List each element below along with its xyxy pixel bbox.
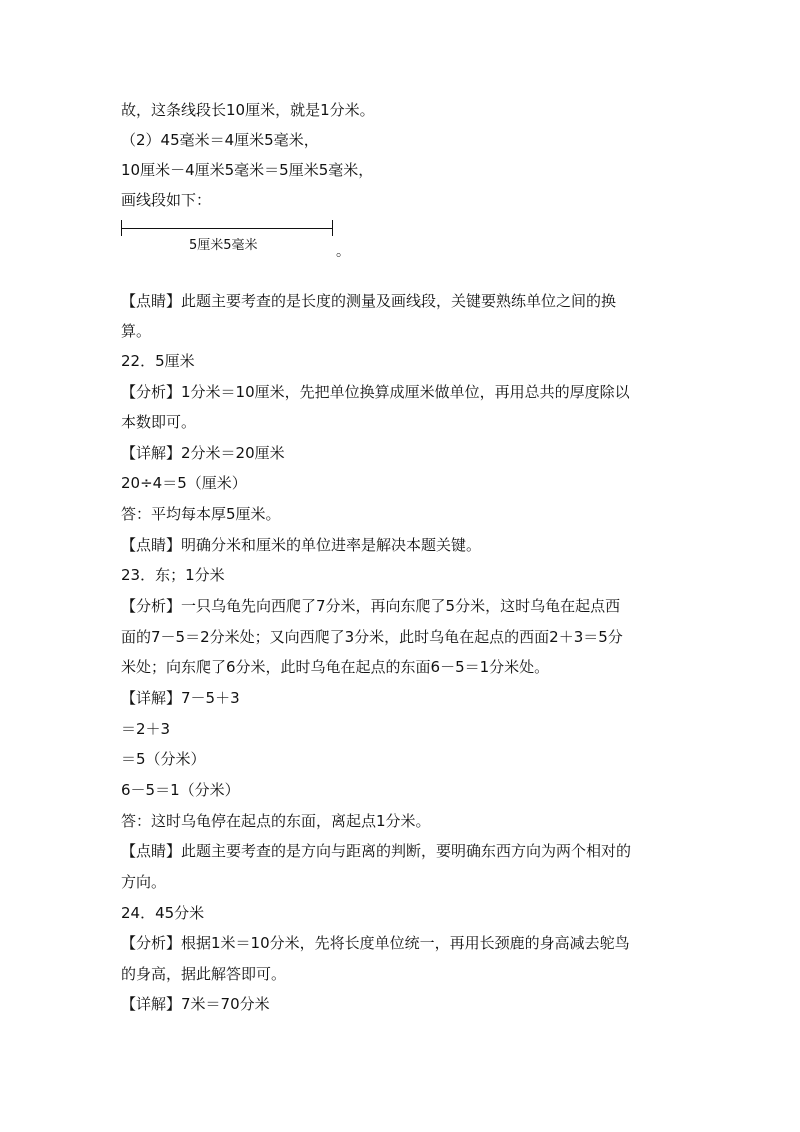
question-heading: 22．5厘米 bbox=[121, 352, 195, 370]
segment-length-label: 5厘米5毫米 bbox=[189, 238, 258, 253]
question-heading: 23．东；1分米 bbox=[121, 566, 225, 584]
text-line: 【详解】7－5＋3 bbox=[121, 689, 240, 707]
text-line: 本数即可。 bbox=[121, 413, 197, 431]
text-line: 故，这条线段长10厘米，就是1分米。 bbox=[121, 101, 375, 119]
text-line: 答：这时乌龟停在起点的东面，离起点1分米。 bbox=[121, 812, 431, 830]
text-line: 方向。 bbox=[121, 873, 167, 891]
question-heading: 24．45分米 bbox=[121, 904, 205, 922]
text-line: 6－5＝1（分米） bbox=[121, 781, 240, 799]
text-line: 【分析】根据1米＝10分米，先将长度单位统一，再用长颈鹿的身高减去鸵鸟 bbox=[121, 934, 630, 952]
text-line: 【点睛】此题主要考查的是方向与距离的判断，要明确东西方向为两个相对的 bbox=[121, 842, 632, 860]
text-line: 【分析】一只乌龟先向西爬了7分米，再向东爬了5分米，这时乌龟在起点西 bbox=[121, 597, 621, 615]
text-line: 【详解】2分米＝20厘米 bbox=[121, 444, 285, 462]
text-line: ＝2＋3 bbox=[121, 720, 171, 738]
figure-period: 。 bbox=[336, 244, 350, 260]
text-line: 【分析】1分米＝10厘米，先把单位换算成厘米做单位，再用总共的厚度除以 bbox=[121, 383, 630, 401]
segment-right-tick bbox=[332, 220, 333, 236]
text-line: 10厘米－4厘米5毫米＝5厘米5毫米， bbox=[121, 161, 374, 179]
text-line: 20÷4＝5（厘米） bbox=[121, 474, 247, 492]
text-line: ＝5（分米） bbox=[121, 750, 206, 768]
text-line: 的身高，据此解答即可。 bbox=[121, 965, 287, 983]
text-line: 答：平均每本厚5厘米。 bbox=[121, 505, 281, 523]
line-segment bbox=[121, 228, 332, 229]
text-line: （2）45毫米＝4厘米5毫米， bbox=[121, 131, 319, 149]
text-line: 【点睛】此题主要考查的是长度的测量及画线段，关键要熟练单位之间的换 bbox=[121, 292, 617, 310]
text-line: 画线段如下： bbox=[121, 191, 212, 209]
text-line: 算。 bbox=[121, 322, 152, 340]
text-line: 面的7－5＝2分米处；又向西爬了3分米，此时乌龟在起点的西面2＋3＝5分 bbox=[121, 628, 623, 646]
text-line: 【点睛】明确分米和厘米的单位进率是解决本题关键。 bbox=[121, 536, 482, 554]
text-line: 米处；向东爬了6分米，此时乌龟在起点的东面6－5＝1分米处。 bbox=[121, 658, 550, 676]
line-segment-figure bbox=[121, 218, 361, 268]
text-line: 【详解】7米＝70分米 bbox=[121, 995, 270, 1013]
